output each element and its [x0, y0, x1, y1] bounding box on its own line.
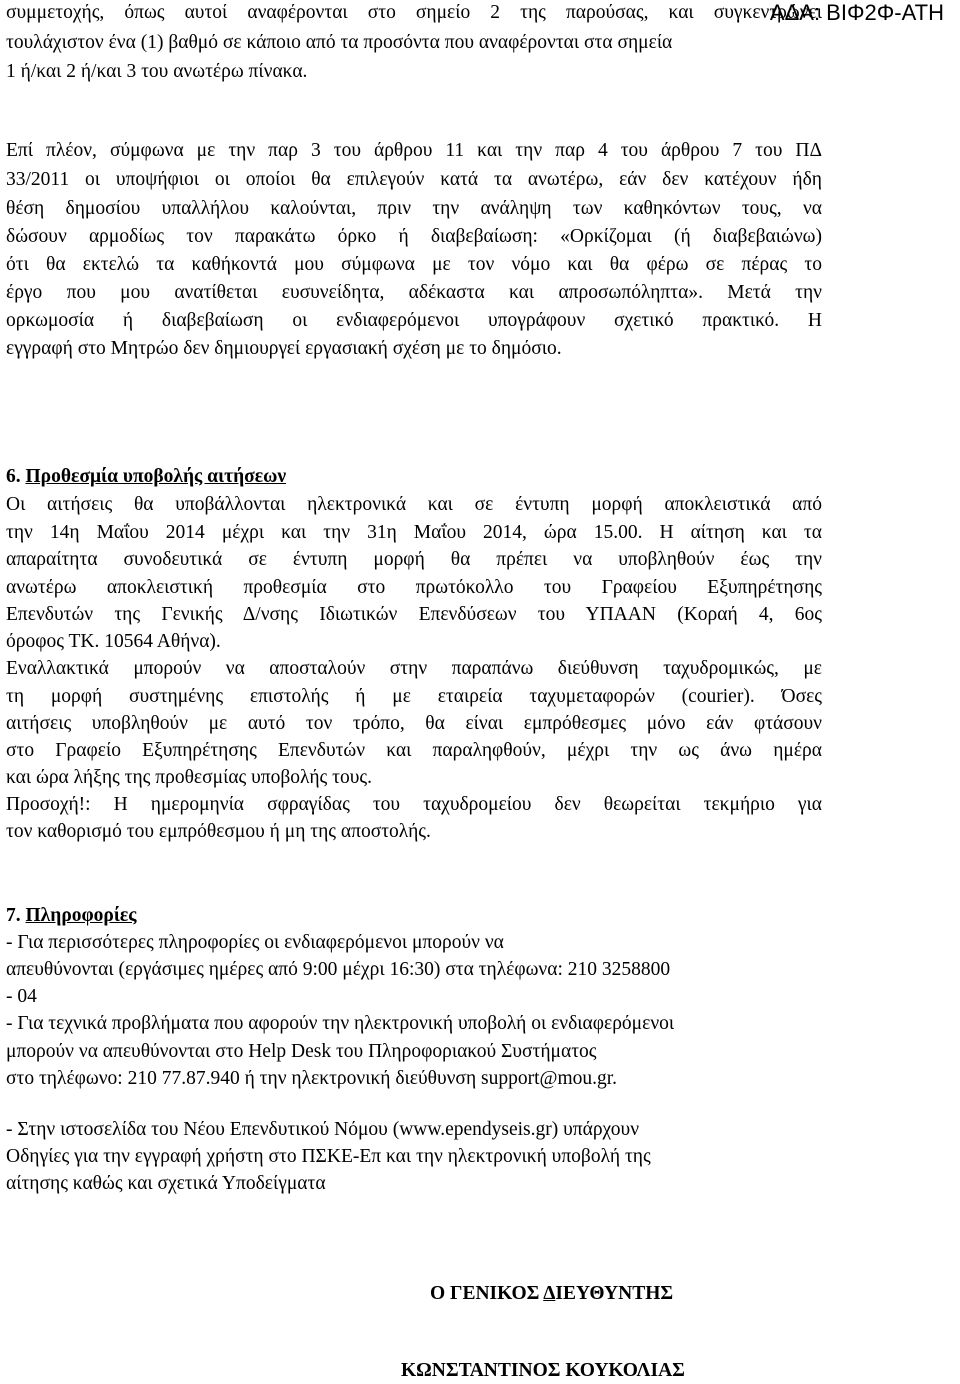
section-6-title: Προθεσμία υποβολής αιτήσεων	[25, 466, 287, 487]
section-7-line-8: Οδηγίες για την εγγραφή χρήστη στο ΠΣΚΕ-Επ και την ηλεκτρονική υποβολή της	[6, 1146, 651, 1167]
section-6-line-10: στο Γραφείο Εξυπηρέτησης Επενδυτών και παραληφθούν, μέχρι την ως άνω ημέρα	[6, 740, 822, 761]
intro-line-2: τουλάχιστον ένα (1) βαθμό σε κάποιο από τα προσόντα που αναφέρονται στα σημεία	[6, 32, 673, 53]
signature-name: ΚΩΝΣΤΑΝΤΙΝΟΣ ΚΟΥΚΟΛΙΑΣ	[401, 1360, 685, 1381]
section-6-line-5: Επενδυτών της Γενικής Δ/νσης Ιδιωτικών Επενδύσεων του ΥΠΑΑΝ (Κοραή 4, 6ος	[6, 604, 822, 625]
ada-stamp: ΑΔΑ: ΒΙΦ2Φ-ΑΤΗ	[769, 0, 944, 25]
section-6-line-3: απαραίτητα συνοδευτικά σε έντυπη μορφή θα πρέπει να υποβληθούν έως την	[6, 549, 822, 570]
section-6-number: 6.	[6, 466, 21, 487]
signature-title	[430, 1281, 673, 1307]
section-7-number: 7.	[6, 905, 21, 926]
section-6-line-13: τον καθορισμό του εμπρόθεσμου ή μη της αποστολής.	[6, 821, 431, 842]
section-7-line-6: στο τηλέφωνο: 210 77.87.940 ή την ηλεκτρονική διεύθυνση support@mou.gr.	[6, 1068, 618, 1089]
oath-line-7: ορκωμοσία ή διαβεβαίωση οι ενδιαφερόμενοι υπογράφουν σχετικό πρακτικό. Η	[6, 310, 822, 331]
oath-line-5: ότι θα εκτελώ τα καθήκοντά μου σύμφωνα με τον νόμο και θα φέρω σε πέρας το	[6, 254, 822, 275]
section-7-line-3: - 04	[6, 986, 37, 1007]
section-6-line-6: όροφος ΤΚ. 10564 Αθήνα).	[6, 631, 221, 652]
section-6-line-4: ανωτέρω αποκλειστική προθεσμία στο πρωτόκολλο του Γραφείου Εξυπηρέτησης	[6, 577, 822, 598]
signature-title-suffix: ΙΕΥΘΥΝΤΗΣ	[555, 1283, 674, 1304]
signature-title-prefix: Ο ΓΕΝΙΚΟΣ	[430, 1283, 544, 1304]
section-6-line-2: την 14η Μαΐου 2014 μέχρι και την 31η Μαΐου 2014, ώρα 15.00. Η αίτηση και τα	[6, 522, 822, 543]
section-7-title: Πληροφορίες	[25, 905, 137, 926]
section-6-line-8: τη μορφή συστημένης επιστολής ή με εταιρεία ταχυμεταφορών (courier). Όσες	[6, 686, 822, 707]
section-6-line-7: Εναλλακτικά μπορούν να αποσταλούν στην παραπάνω διεύθυνση ταχυδρομικώς, με	[6, 658, 822, 679]
intro-line-1: συμμετοχής, όπως αυτοί αναφέρονται στο σημείο 2 της παρούσας, και συγκεντρώνει	[6, 2, 822, 23]
oath-line-8: εγγραφή στο Μητρώο δεν δημιουργεί εργασιακή σχέση με το δημόσιο.	[6, 338, 562, 359]
intro-line-3: 1 ή/και 2 ή/και 3 του ανωτέρω πίνακα.	[6, 61, 308, 82]
section-6-heading	[6, 464, 286, 490]
section-7-line-1: - Για περισσότερες πληροφορίες οι ενδιαφερόμενοι μπορούν να	[6, 932, 504, 953]
oath-line-6: έργο που μου ανατίθεται ευσυνείδητα, αδέκαστα και απροσωπόληπτα». Μετά την	[6, 282, 822, 303]
oath-line-4: δώσουν αρμοδίως τον παρακάτω όρκο ή διαβεβαίωση: «Ορκίζομαι (ή διαβεβαιώνω)	[6, 226, 822, 247]
section-6-line-11: και ώρα λήξης της προθεσμίας υποβολής τους.	[6, 767, 372, 788]
signature-title-underlined: Δ	[543, 1283, 556, 1304]
section-7-line-5: μπορούν να απευθύνονται στο Help Desk του Πληροφοριακού Συστήματος	[6, 1041, 597, 1062]
section-7-line-4: - Για τεχνικά προβλήματα που αφορούν την ηλεκτρονική υποβολή οι ενδιαφερόμενοι	[6, 1013, 675, 1034]
section-6-line-1: Οι αιτήσεις θα υποβάλλονται ηλεκτρονικά και σε έντυπη μορφή αποκλειστικά από	[6, 494, 822, 515]
section-7-heading	[6, 903, 136, 929]
section-7-line-2: απευθύνονται (εργάσιμες ημέρες από 9:00 μέχρι 16:30) στα τηλέφωνα: 210 3258800	[6, 959, 671, 980]
section-6-line-12: Προσοχή!: Η ημερομηνία σφραγίδας του ταχυδρομείου δεν θεωρείται τεκμήριο για	[6, 794, 822, 815]
oath-line-1: Επί πλέον, σύμφωνα με την παρ 3 του άρθρου 11 και την παρ 4 του άρθρου 7 του ΠΔ	[6, 140, 822, 161]
oath-line-3: θέση δημοσίου υπαλλήλου καλούνται, πριν την ανάληψη των καθηκόντων τους, να	[6, 198, 822, 219]
oath-line-2: 33/2011 οι υποψήφιοι οι οποίοι θα επιλεγούν κατά τα ανωτέρω, εάν δεν κατέχουν ήδη	[6, 169, 822, 190]
section-7-line-9: αίτησης καθώς και σχετικά Υποδείγματα	[6, 1173, 326, 1194]
section-7-line-7: - Στην ιστοσελίδα του Νέου Επενδυτικού Νόμου (www.ependyseis.gr) υπάρχουν	[6, 1119, 640, 1140]
section-6-line-9: αιτήσεις υποβληθούν με αυτό τον τρόπο, θα είναι εμπρόθεσμες μόνο εάν φτάσουν	[6, 713, 822, 734]
